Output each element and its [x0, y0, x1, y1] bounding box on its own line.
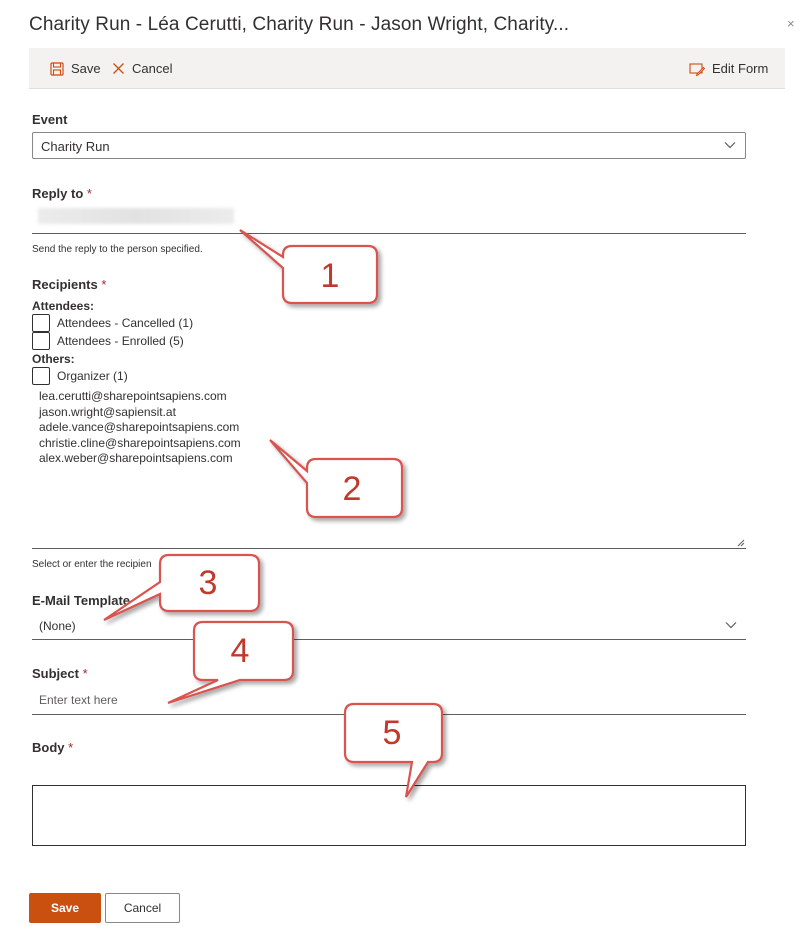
recipient-email: jason.wright@sapiensit.at	[39, 404, 176, 419]
required-marker: *	[101, 277, 107, 292]
required-marker: *	[86, 186, 92, 201]
panel-title: Charity Run - Léa Cerutti, Charity Run - Jason Wright, Charity...	[29, 14, 570, 35]
event-label: Event	[32, 112, 68, 127]
checkbox-label: Attendees - Cancelled (1)	[57, 316, 194, 330]
reply-to-hint: Send the reply to the person specified.	[32, 244, 203, 255]
cancel-button[interactable]: Cancel	[105, 893, 180, 923]
save-button[interactable]: Save	[29, 893, 101, 923]
edit-form-label: Edit Form	[712, 61, 769, 76]
reply-to-label-text: Reply to	[32, 186, 84, 201]
required-marker: *	[68, 740, 74, 755]
callout-2	[270, 440, 402, 517]
checkbox-label: Organizer (1)	[57, 369, 128, 383]
required-marker: *	[82, 666, 88, 681]
recipients-hint: Select or enter the recipien	[32, 559, 152, 570]
callout-2-number: 2	[342, 470, 362, 508]
callout-5-number: 5	[382, 714, 402, 752]
attendees-heading: Attendees:	[32, 299, 95, 313]
recipient-email: lea.cerutti@sharepointsapiens.com	[39, 389, 227, 403]
email-template-label: E-Mail Template	[32, 593, 131, 608]
callout-3	[104, 555, 259, 620]
close-icon[interactable]: ×	[787, 16, 795, 31]
recipient-email: adele.vance@sharepointsapiens.com	[39, 420, 240, 434]
subject-label-text: Subject	[32, 666, 79, 681]
callout-3-number: 3	[198, 564, 218, 602]
callout-1-number: 1	[320, 257, 340, 295]
email-template-value: (None)	[39, 619, 76, 633]
recipients-label-text: Recipients	[32, 277, 98, 292]
checkbox-label: Attendees - Enrolled (5)	[57, 334, 184, 348]
toolbar-cancel-label: Cancel	[132, 61, 173, 76]
others-heading: Others:	[32, 352, 75, 366]
toolbar-save-label: Save	[71, 61, 101, 76]
event-dropdown-value: Charity Run	[41, 139, 110, 154]
callout-4-number: 4	[230, 632, 250, 670]
body-label-text: Body	[32, 740, 65, 755]
callout-1	[240, 230, 377, 303]
subject-placeholder: Enter text here	[39, 693, 118, 707]
recipient-email: alex.weber@sharepointsapiens.com	[39, 451, 233, 465]
recipient-email: christie.cline@sharepointsapiens.com	[39, 435, 241, 450]
